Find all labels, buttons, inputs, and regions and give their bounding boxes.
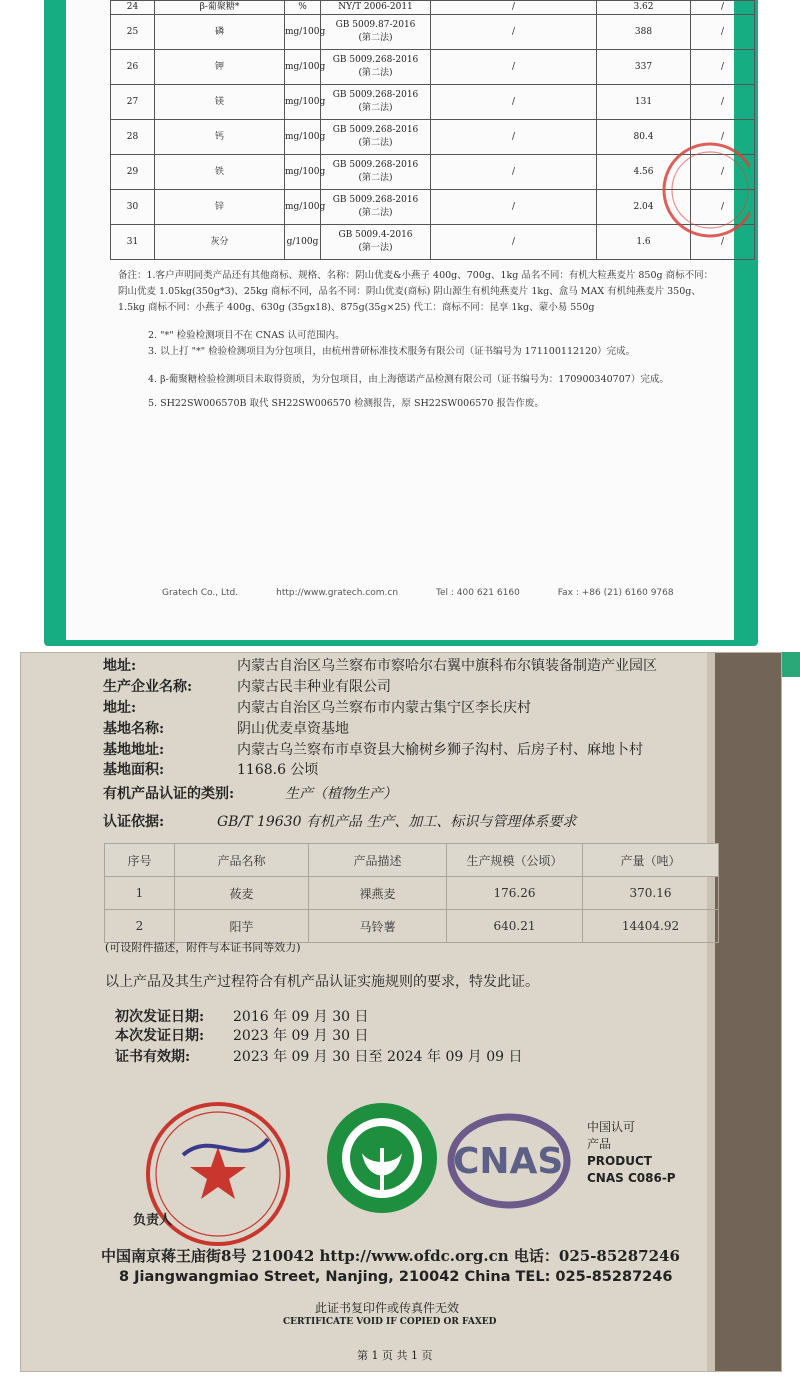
- footer-url: http://www.gratech.com.cn: [276, 588, 399, 598]
- product-table-header: [105, 844, 719, 877]
- signer-label: 负责人: [133, 1213, 173, 1228]
- report-cell-method: [321, 225, 431, 260]
- void-en: CERTIFICATE VOID IF COPIED OR FAXED: [283, 1317, 497, 1327]
- organic-logo-icon: [327, 1103, 437, 1213]
- address-cn: 中国南京蒋王庙街8号 210042 http://www.ofdc.org.cn 电话：025-85287246: [101, 1247, 680, 1265]
- report-cell-unit: mg/100g: [285, 120, 321, 155]
- footer-tel: Tel : 400 621 6160: [436, 588, 520, 598]
- field-label-address: 地址:: [103, 658, 137, 674]
- field-label-producer-address: 地址:: [103, 700, 137, 716]
- basis-label: 认证依据:: [103, 814, 165, 830]
- footer-company: Gratech Co., Ltd.: [162, 588, 239, 598]
- report-cell-item: 磷: [155, 15, 285, 50]
- report-cell-limit: /: [431, 15, 597, 50]
- report-row: [111, 1, 755, 15]
- product-cell: 1: [105, 877, 175, 910]
- product-cell: 阳芋: [175, 910, 309, 943]
- report-cell-result: 80.4: [597, 120, 691, 155]
- report-cell-remark: /: [691, 1, 755, 15]
- statement: 以上产品及其生产过程符合有机产品认证实施规则的要求，特发此证。: [105, 974, 539, 990]
- report-cell-result: 3.62: [597, 1, 691, 15]
- report-cell-method: [321, 50, 431, 85]
- product-header-cell: 产品描述: [309, 844, 447, 877]
- method-line-1: GB 5009.268-2016: [332, 160, 419, 170]
- product-cell: 裸燕麦: [309, 877, 447, 910]
- report-cell-method: [321, 85, 431, 120]
- field-value-address: 内蒙古自治区乌兰察布市察哈尔右翼中旗科布尔镇装备制造产业园区: [237, 658, 657, 674]
- report-cell-limit: /: [431, 155, 597, 190]
- cnas-line-3: PRODUCT: [587, 1154, 652, 1168]
- report-cell-remark: /: [691, 85, 755, 120]
- report-cell-method: [321, 155, 431, 190]
- report-cell-limit: /: [431, 1, 597, 15]
- method-line-2: (第二法): [358, 33, 393, 43]
- product-header-cell: 生产规模（公顷）: [447, 844, 583, 877]
- report-cell-limit: /: [431, 120, 597, 155]
- field-value-producer: 内蒙古民丰种业有限公司: [237, 679, 391, 695]
- note-3: 3. 以上打 "*" 检验检测项目为分包项目，由杭州普研标准技术服务有限公司（证书编号为 171100112120）完成。: [148, 346, 636, 357]
- report-cell-method: [321, 190, 431, 225]
- attachment-note: (可设附件描述，附件与本证书同等效力): [105, 941, 301, 954]
- report-cell-no: 30: [111, 190, 155, 225]
- report-cell-method: [321, 1, 431, 15]
- cnas-logo-icon: [447, 1109, 607, 1209]
- category-value: 生产（植物生产）: [285, 786, 397, 802]
- report-cell-limit: /: [431, 225, 597, 260]
- note-5: 5. SH22SW006570B 取代 SH22SW006570 检测报告，原 SH22SW006570 报告作废。: [148, 398, 544, 409]
- date-label-first: 初次发证日期:: [115, 1009, 205, 1025]
- organic-certificate: [20, 652, 782, 1372]
- report-cell-no: 28: [111, 120, 155, 155]
- method-line-2: (第二法): [358, 208, 393, 218]
- field-label-base-name: 基地名称:: [103, 721, 165, 737]
- report-cell-remark: /: [691, 120, 755, 155]
- product-row: [105, 910, 719, 943]
- report-cell-unit: mg/100g: [285, 155, 321, 190]
- footer-fax: Fax : +86 (21) 6160 9768: [557, 588, 674, 598]
- report-sheet: [66, 0, 734, 640]
- report-cell-limit: /: [431, 85, 597, 120]
- report-cell-method: [321, 120, 431, 155]
- product-cell: 370.16: [583, 877, 719, 910]
- cert-corner-accent: [780, 652, 800, 677]
- product-header-cell: 产品名称: [175, 844, 309, 877]
- report-cell-limit: /: [431, 50, 597, 85]
- note-2: 2. "*" 检验检测项目不在 CNAS 认可范围内。: [148, 330, 345, 341]
- report-footer: [162, 588, 682, 598]
- cnas-logo-text: CNAS: [453, 1141, 564, 1182]
- report-cell-unit: %: [285, 1, 321, 15]
- note-1: 备注：1.客户声明同类产品还有其他商标、规格、名称：阴山优麦&小燕子 400g、700g、1kg 品名不同：有机大粒燕麦片 850g 商标不同：阴山优麦 1.05kg(350g*3)、25kg 商标不同，品名不同：阴山优麦(商标) 阴山源生有机纯燕麦片 1kg、盒马 MAX 有机纯燕麦片 350g、1.5kg 商标不同：小燕子 400g、630g (35gx18)、875g(35g×25) 代工：商标不同：昆享 1kg、蒙小易 550g: [118, 270, 714, 313]
- report-cell-result: 131: [597, 85, 691, 120]
- report-cell-item: 钾: [155, 50, 285, 85]
- report-cell-no: 29: [111, 155, 155, 190]
- method-line-2: (第二法): [358, 68, 393, 78]
- report-cell-result: 388: [597, 15, 691, 50]
- report-cell-no: 25: [111, 15, 155, 50]
- field-value-base-name: 阴山优麦卓资基地: [237, 721, 349, 737]
- product-table: [104, 843, 719, 943]
- report-stamp-icon: [640, 130, 750, 250]
- product-cell: 马铃薯: [309, 910, 447, 943]
- report-cell-remark: /: [691, 190, 755, 225]
- cnas-line-2: 产品: [587, 1137, 612, 1151]
- report-row: [111, 15, 755, 50]
- page-number: 第 1 页 共 1 页: [357, 1349, 433, 1362]
- product-cell: 2: [105, 910, 175, 943]
- report-row: [111, 50, 755, 85]
- address-en: 8 Jiangwangmiao Street, Nanjing, 210042 China TEL: 025-85287246: [119, 1269, 673, 1285]
- product-header-cell: 序号: [105, 844, 175, 877]
- report-cell-item: 铁: [155, 155, 285, 190]
- method-line-1: GB 5009.268-2016: [332, 55, 419, 65]
- method-line-2: (第二法): [358, 103, 393, 113]
- cnas-line-1: 中国认可: [587, 1120, 636, 1134]
- method-line-2: (第二法): [358, 173, 393, 183]
- field-label-base-address: 基地地址:: [103, 742, 165, 758]
- report-row: [111, 85, 755, 120]
- report-cell-limit: /: [431, 190, 597, 225]
- report-cell-unit: g/100g: [285, 225, 321, 260]
- field-label-base-area: 基地面积:: [103, 762, 165, 778]
- basis-value: GB/T 19630 有机产品 生产、加工、标识与管理体系要求: [217, 814, 577, 830]
- report-cell-item: β-葡聚糖*: [155, 1, 285, 15]
- report-cell-no: 31: [111, 225, 155, 260]
- note-4: 4. β-葡聚糖检验检测项目未取得资质，为分包项目，由上海德诺产品检测有限公司（证书编号为：170900340707）完成。: [148, 374, 669, 385]
- date-label-current: 本次发证日期:: [115, 1028, 205, 1044]
- test-report-panel: [0, 0, 800, 652]
- cert-edge-light: [707, 653, 715, 1371]
- product-header-cell: 产量（吨）: [583, 844, 719, 877]
- report-cell-item: 镁: [155, 85, 285, 120]
- product-row: [105, 877, 719, 910]
- product-cell: 176.26: [447, 877, 583, 910]
- report-cell-item: 锌: [155, 190, 285, 225]
- report-cell-item: 钙: [155, 120, 285, 155]
- report-cell-remark: /: [691, 15, 755, 50]
- report-cell-unit: mg/100g: [285, 50, 321, 85]
- report-cell-unit: mg/100g: [285, 85, 321, 120]
- method-line-1: GB 5009.4-2016: [338, 230, 413, 240]
- method-line-1: NY/T 2006-2011: [338, 2, 413, 12]
- report-cell-unit: mg/100g: [285, 190, 321, 225]
- field-value-base-area: 1168.6 公顷: [237, 762, 319, 778]
- date-value-validity: 2023 年 09 月 30 日至 2024 年 09 月 09 日: [233, 1049, 523, 1065]
- report-cell-result: 337: [597, 50, 691, 85]
- product-cell: 640.21: [447, 910, 583, 943]
- category-label: 有机产品认证的类别:: [103, 786, 235, 802]
- void-cn: 此证书复印件或传真件无效: [315, 1301, 460, 1315]
- date-value-first: 2016 年 09 月 30 日: [233, 1009, 369, 1025]
- method-line-1: GB 5009.268-2016: [332, 125, 419, 135]
- cert-edge-dark: [715, 653, 781, 1371]
- method-line-1: GB 5009.87-2016: [335, 20, 416, 30]
- report-cell-no: 26: [111, 50, 155, 85]
- date-value-current: 2023 年 09 月 30 日: [233, 1028, 369, 1044]
- report-cell-unit: mg/100g: [285, 15, 321, 50]
- report-cell-no: 24: [111, 1, 155, 15]
- field-value-producer-address: 内蒙古自治区乌兰察布市内蒙古集宁区李长庆村: [237, 700, 531, 716]
- report-cell-item: 灰分: [155, 225, 285, 260]
- cnas-line-4: CNAS C086-P: [587, 1171, 676, 1185]
- method-line-2: (第二法): [358, 138, 393, 148]
- report-cell-result: 2.04: [597, 190, 691, 225]
- report-cell-remark: /: [691, 155, 755, 190]
- cnas-text-block: [587, 1119, 676, 1187]
- date-label-validity: 证书有效期:: [115, 1049, 191, 1065]
- report-cell-result: 1.6: [597, 225, 691, 260]
- report-cell-remark: /: [691, 50, 755, 85]
- product-cell: 14404.92: [583, 910, 719, 943]
- report-cell-result: 4.56: [597, 155, 691, 190]
- method-line-2: (第一法): [358, 243, 393, 253]
- report-cell-method: [321, 15, 431, 50]
- method-line-1: GB 5009.268-2016: [332, 195, 419, 205]
- field-label-producer: 生产企业名称:: [103, 679, 193, 695]
- product-cell: 莜麦: [175, 877, 309, 910]
- report-cell-no: 27: [111, 85, 155, 120]
- field-value-base-address: 内蒙古乌兰察布市卓资县大榆树乡狮子沟村、后房子村、麻地卜村: [237, 742, 643, 758]
- report-notes: [118, 268, 718, 412]
- report-cell-remark: /: [691, 225, 755, 260]
- method-line-1: GB 5009.268-2016: [332, 90, 419, 100]
